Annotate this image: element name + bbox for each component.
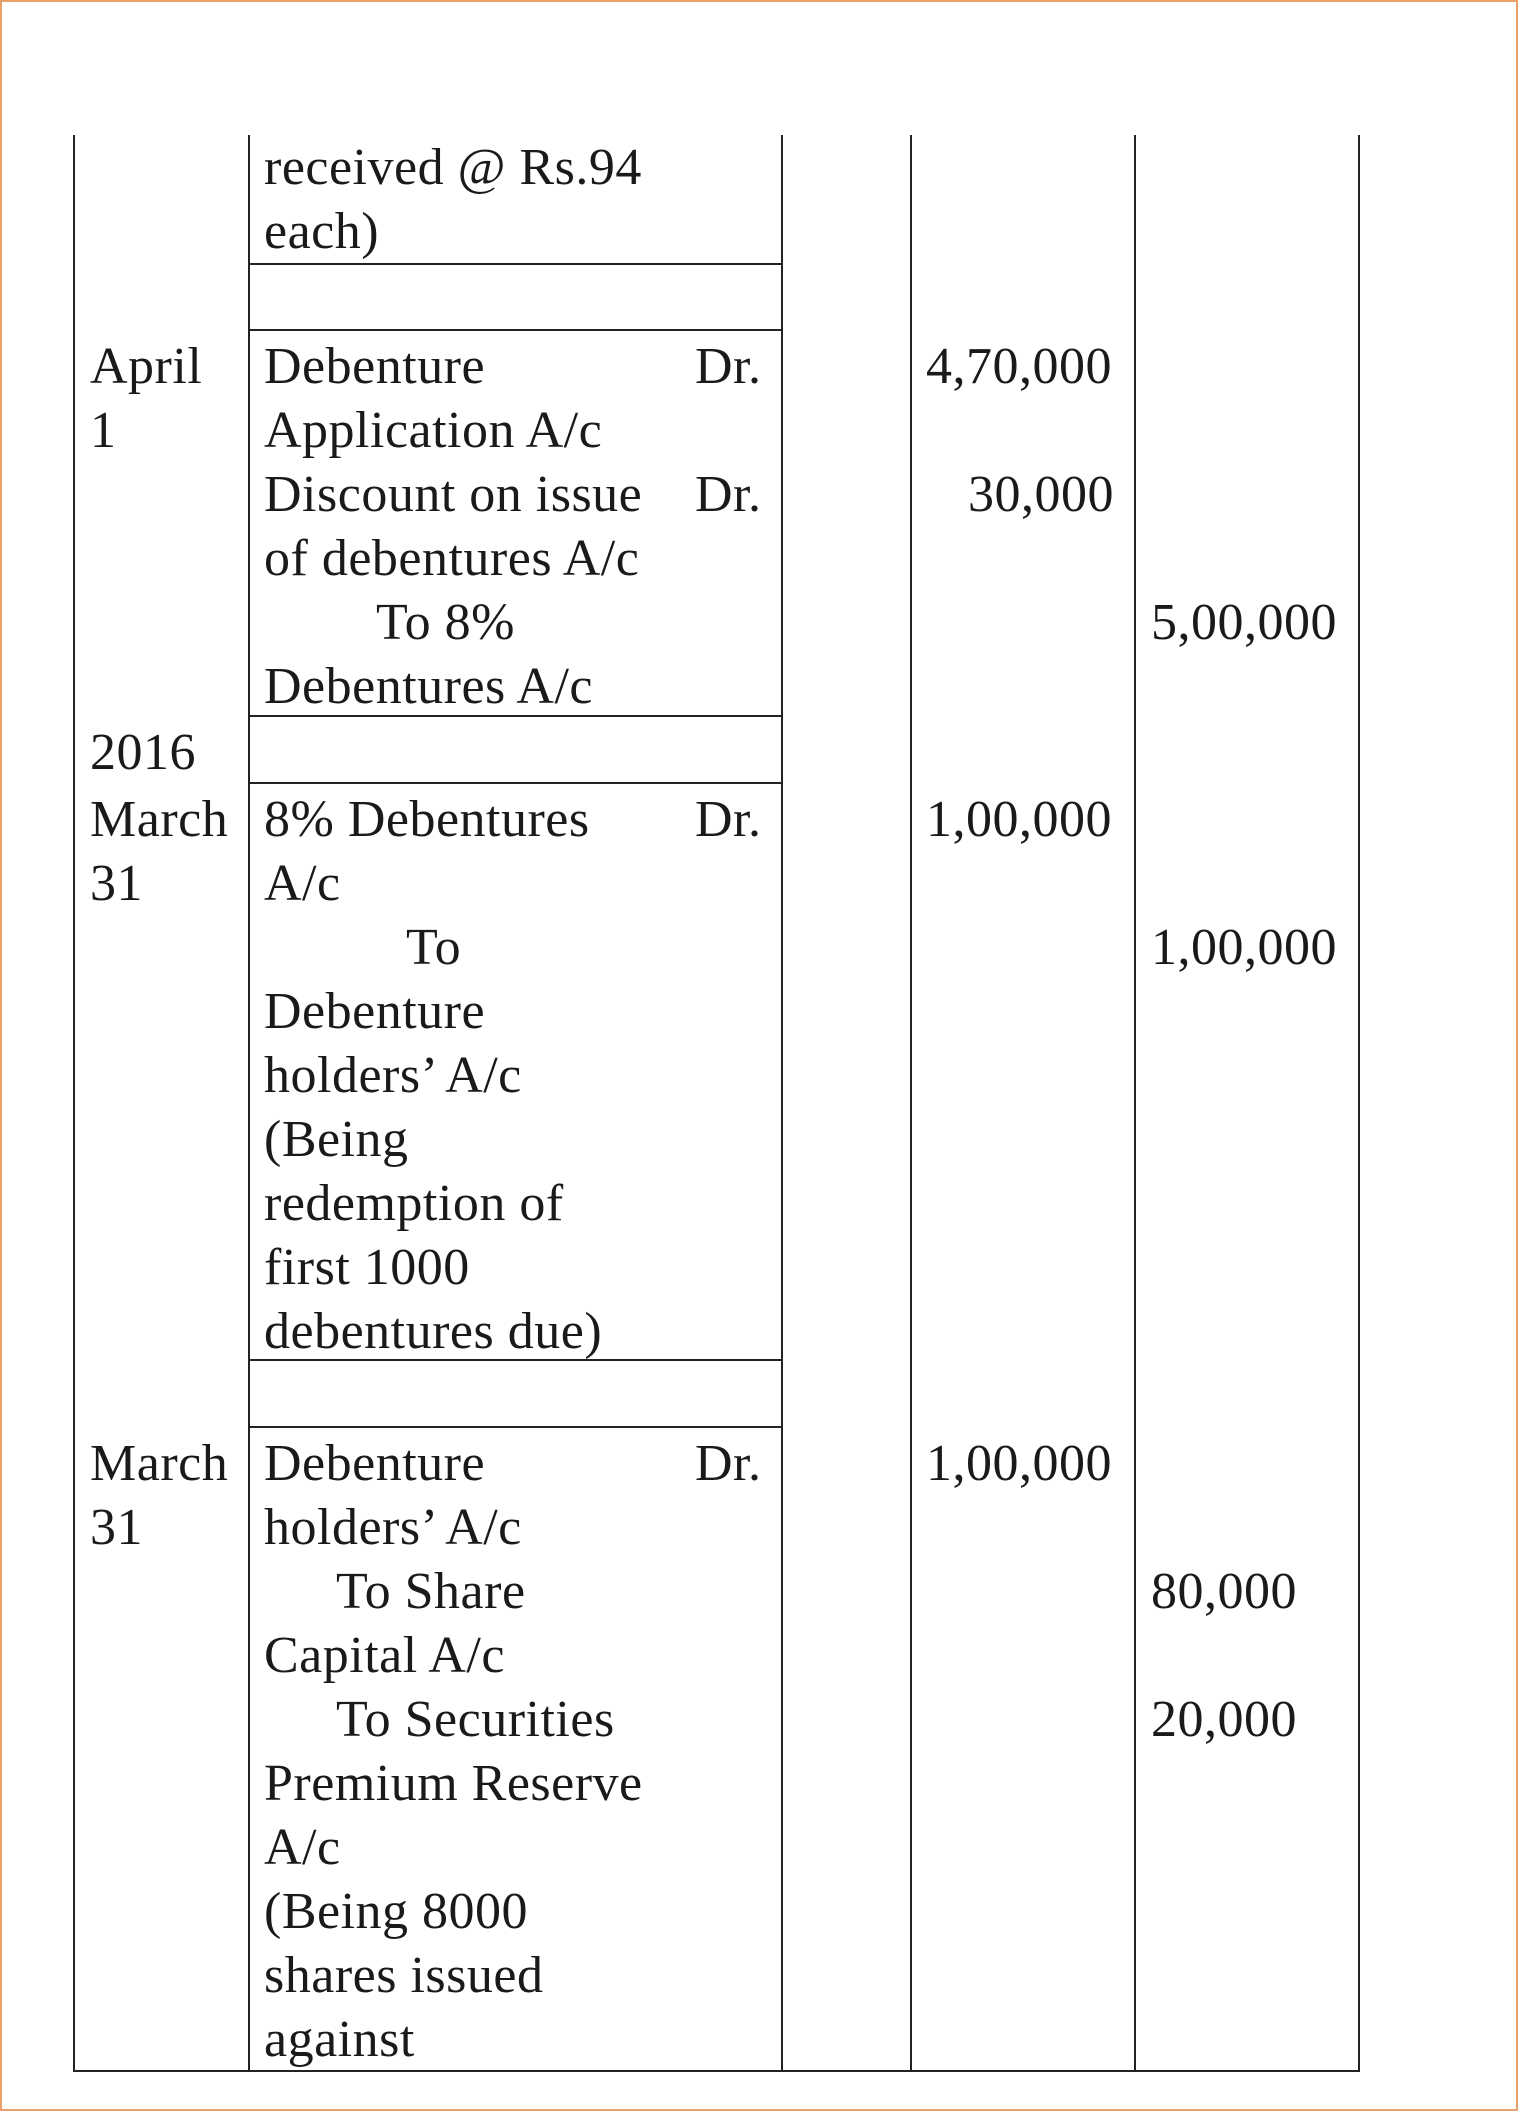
particulars-line: Discount on issue xyxy=(264,466,643,523)
dr-marker: Dr. xyxy=(695,338,762,395)
entry-year: 2016 xyxy=(90,724,196,781)
debit-amount: 1,00,000 xyxy=(926,791,1112,848)
dr-marker: Dr. xyxy=(695,466,762,523)
entry-date: 1 xyxy=(90,402,117,459)
dr-marker: Dr. xyxy=(695,1435,762,1492)
particulars-line: To Securities xyxy=(336,1691,615,1748)
particulars-line: Debentures A/c xyxy=(264,658,594,715)
credit-amount: 5,00,000 xyxy=(1151,594,1337,651)
particulars-line: 8% Debentures xyxy=(264,791,590,848)
particulars-line: debentures due) xyxy=(264,1303,603,1360)
particulars-line: Application A/c xyxy=(264,402,603,459)
particulars-line: To xyxy=(406,919,462,976)
lf-column-divider xyxy=(910,135,912,2072)
particulars-line: (Being 8000 xyxy=(264,1883,529,1940)
credit-amount: 1,00,000 xyxy=(1151,919,1337,976)
row-separator xyxy=(248,329,783,331)
entry-date: 31 xyxy=(90,1499,143,1556)
entry-date: March xyxy=(90,1435,229,1492)
entry-date: April xyxy=(90,338,203,395)
particulars-line: Debenture xyxy=(264,983,486,1040)
narration-line: received @ Rs.94 xyxy=(264,139,642,196)
particulars-line: shares issued xyxy=(264,1947,544,2004)
narration-line: each) xyxy=(264,203,380,260)
particulars-line: against xyxy=(264,2011,415,2068)
date-column-divider xyxy=(248,135,250,2072)
credit-amount: 80,000 xyxy=(1151,1563,1297,1620)
particulars-line: redemption of xyxy=(264,1175,564,1232)
debit-amount: 1,00,000 xyxy=(926,1435,1112,1492)
particulars-column-divider xyxy=(781,135,783,2072)
debit-amount: 4,70,000 xyxy=(926,338,1112,395)
particulars-line: Premium Reserve xyxy=(264,1755,643,1812)
entry-date: March xyxy=(90,791,229,848)
row-separator xyxy=(248,782,783,784)
particulars-line: To Share xyxy=(336,1563,526,1620)
row-separator xyxy=(248,1426,783,1428)
table-right-border xyxy=(1358,135,1360,2072)
particulars-line: A/c xyxy=(264,1819,341,1876)
debit-amount: 30,000 xyxy=(968,466,1114,523)
particulars-line: first 1000 xyxy=(264,1239,470,1296)
debit-column-divider xyxy=(1134,135,1136,2072)
particulars-line: Debenture xyxy=(264,1435,486,1492)
particulars-line: holders’ A/c xyxy=(264,1047,522,1104)
particulars-line: of debentures A/c xyxy=(264,530,640,587)
entry-date: 31 xyxy=(90,855,143,912)
particulars-line: Debenture xyxy=(264,338,486,395)
particulars-line: A/c xyxy=(264,855,341,912)
table-left-border xyxy=(73,135,75,2072)
dr-marker: Dr. xyxy=(695,791,762,848)
particulars-line: Capital A/c xyxy=(264,1627,505,1684)
particulars-line: (Being xyxy=(264,1111,409,1168)
particulars-line: To 8% xyxy=(376,594,515,651)
credit-amount: 20,000 xyxy=(1151,1691,1297,1748)
particulars-line: holders’ A/c xyxy=(264,1499,522,1556)
